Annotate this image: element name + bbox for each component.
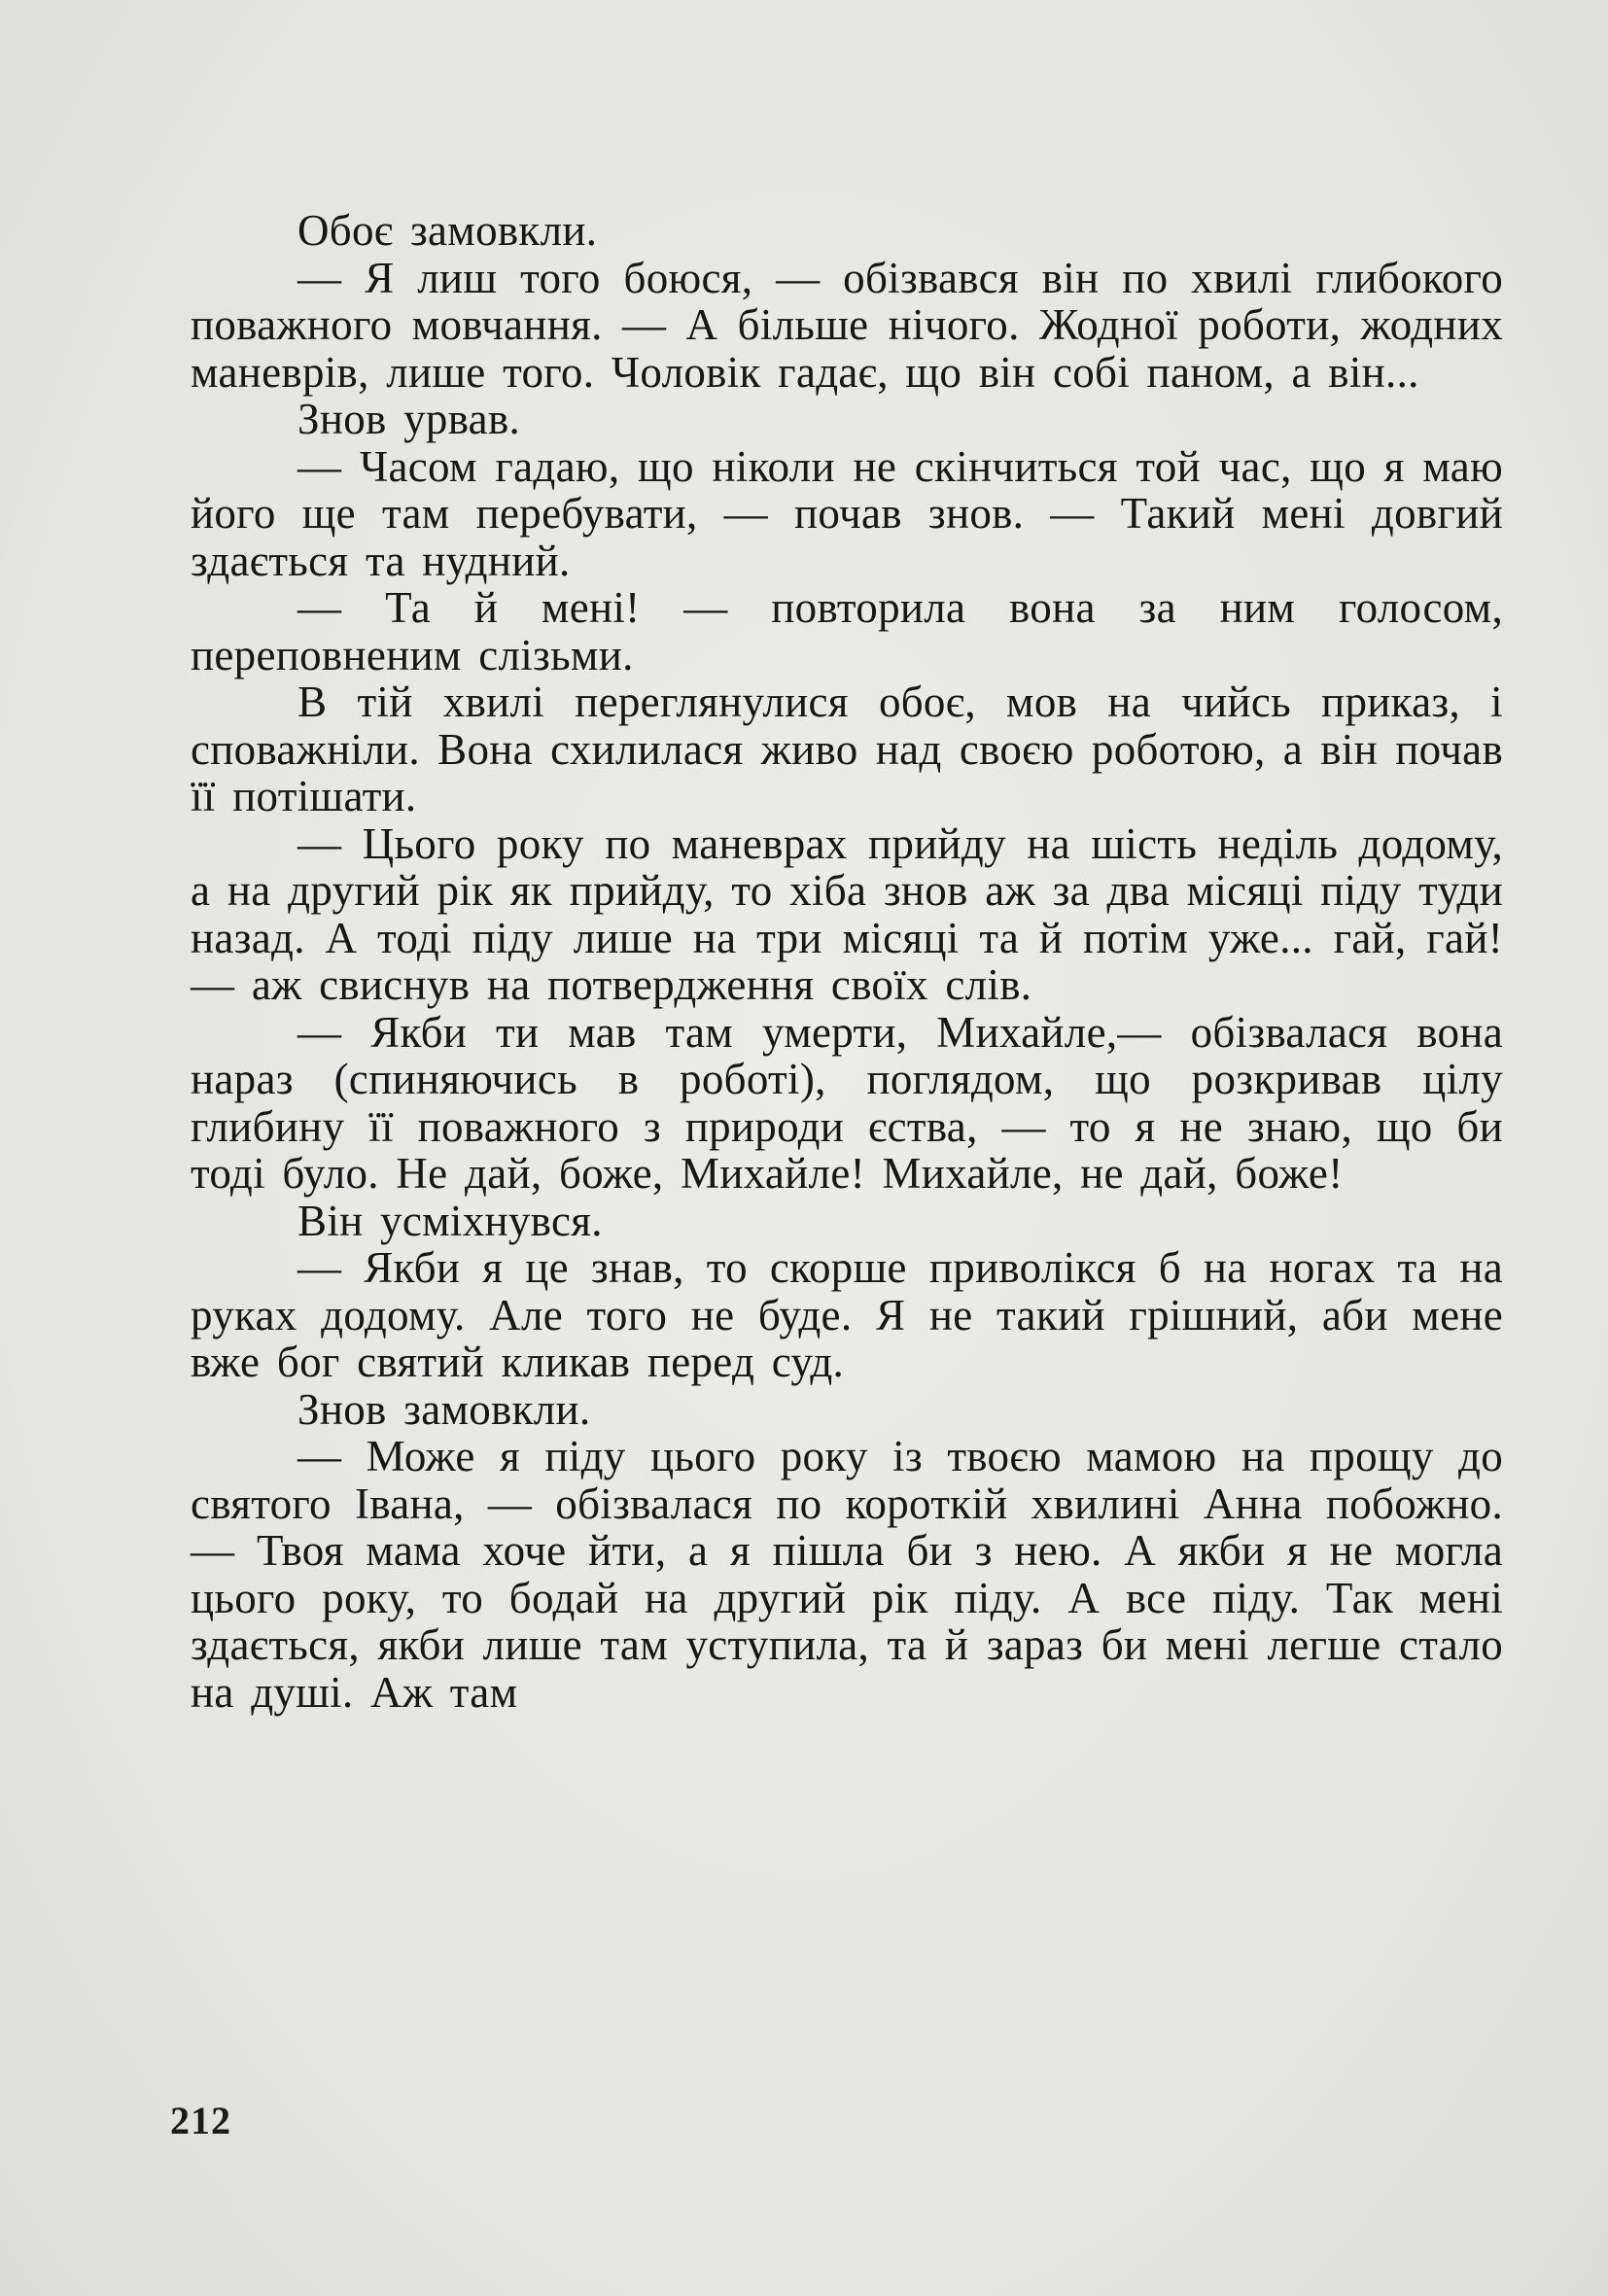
paragraph: В тій хвилі переглянулися обоє, мов на чийсь приказ, і споважніли. Вона схилилася живо над своєю роботою, а він почав її потішати. [191, 678, 1503, 820]
paragraph: Знов замовкли. [297, 1384, 591, 1434]
paragraph: — Я лиш того боюся, — обізвався він по хвилі глибокого поважного мовчання. — А більше нічого. Жодної роботи, жодних маневрів, лише того. Чоловік гадає, що він собі паном, а він... [191, 253, 1503, 397]
paragraph: Обоє замовкли. [297, 206, 598, 255]
paragraph: — Та й мені! — повторила вона за ним голосом, переповненим слізьми. [191, 583, 1503, 679]
paragraph: — Якби я це знав, то скорше приволікся б на ногах та на руках додому. Але того не буде. Я не такий грішний, аби мене вже бог святий кликав перед суд. [191, 1243, 1503, 1386]
paragraph: Знов урвав. [297, 395, 521, 443]
paragraph: — Може я піду цього року із твоєю мамою на прощу до святого Івана, — обізвалася по короткій хвилині Анна побожно. — Твоя мама хоче йти, а я пішла би з нею. А якби я не могла цього року, то бодай на другий рік піду. А все піду. Так мені здається, якби лише там уступила, та й зараз би мені легше стало на душі. Аж там [191, 1432, 1503, 1717]
paragraph: — Цього року по маневрах прийду на шість неділь додому, а на другий рік як прийду, то хіба знов аж за два місяці піду туди назад. А тоді піду лише на три місяці та й потім уже... гай, гай! — аж свиснув на потвердження своїх слів. [191, 818, 1503, 1009]
page-text [191, 207, 1503, 1716]
page-number: 212 [170, 2099, 231, 2142]
paragraph: — Якби ти мав там умерти, Михайле,— обізвалася вона нараз (спиняючись в роботі), поглядом, що розкривав цілу глибину її поважного з природи єства, — то я не знаю, що би тоді було. Не дай, боже, Михайле! Михайле, не дай, боже! [191, 1007, 1503, 1198]
paragraph: Він усміхнувся. [297, 1196, 603, 1245]
paragraph: — Часом гадаю, що ніколи не скінчиться той час, що я маю його ще там перебувати, — почав знов. — Такий мені довгий здається та нудний. [191, 441, 1503, 585]
